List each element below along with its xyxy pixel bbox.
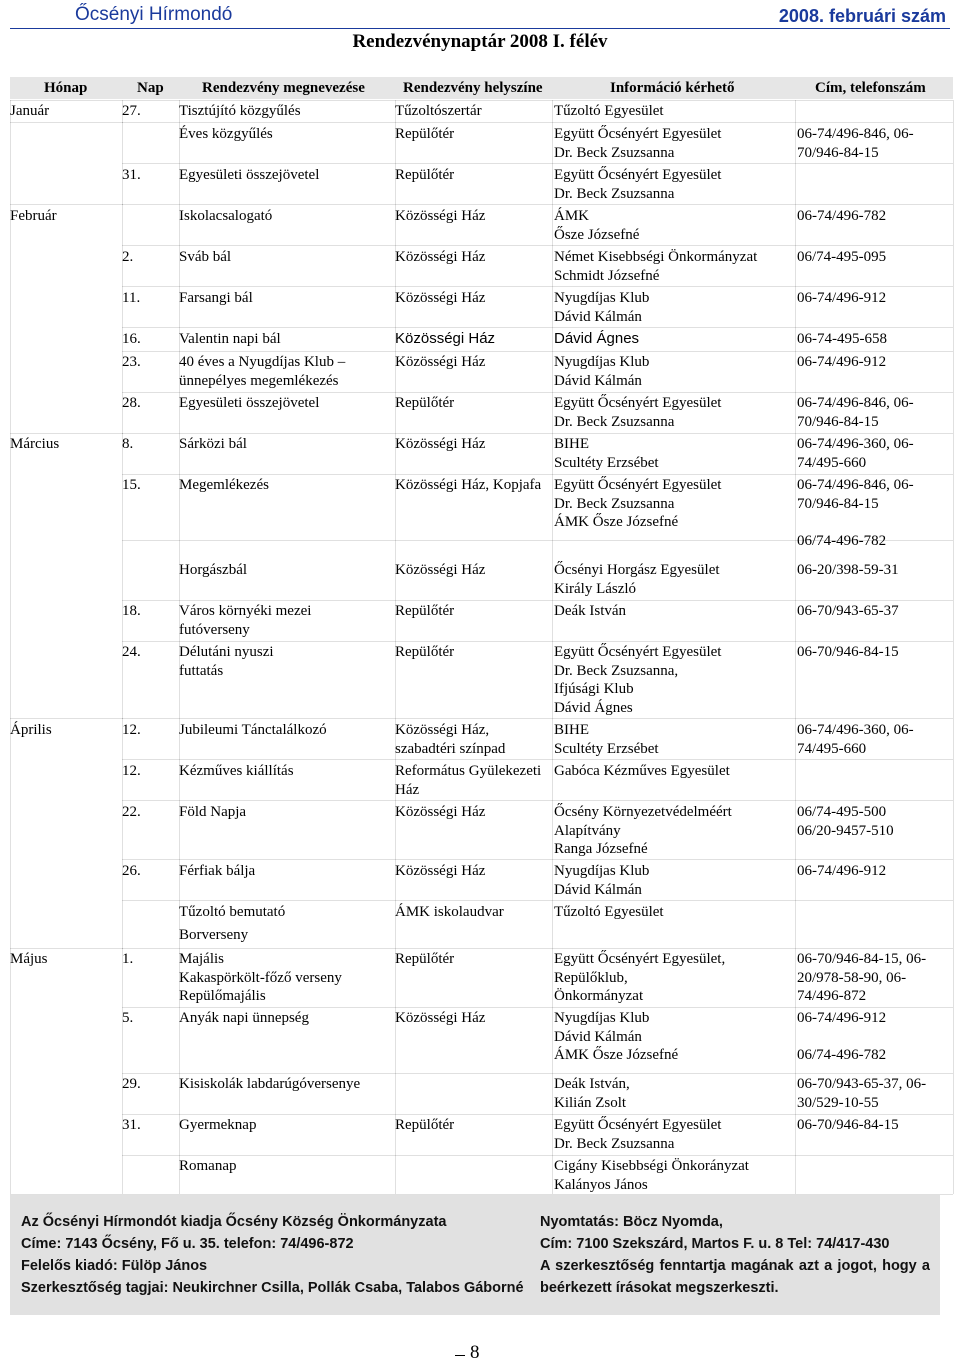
contact-cell-svab-bal: 06/74-495-095 — [797, 249, 887, 265]
info-cell-horgaszbal: Király László — [554, 580, 637, 597]
month-label-május: Május — [10, 951, 48, 967]
contact-cell-megemlekezes: 06/74-496-782 — [797, 532, 887, 549]
table-column-rule — [10, 100, 11, 1194]
month-label-április: Április — [10, 722, 52, 738]
event-cell-nyugdijas-40: ünnepélyes megemlékezés — [179, 372, 339, 389]
info-cell-tanctalalkozo: Scultéty Erzsébet — [554, 740, 659, 757]
info-cell-labdarugo: Deák István, — [554, 1076, 630, 1092]
event-cell-sarkozi-bal: Sárközi bál — [179, 436, 247, 452]
table-row-rule — [122, 204, 953, 205]
day-cell-sarkozi-bal: 8. — [122, 436, 134, 452]
day-cell-megemlekezes: 15. — [122, 477, 141, 493]
info-cell-nyuszi-futtatas: Ifjúsági Klub — [554, 681, 634, 697]
table-row-rule — [122, 163, 953, 164]
info-cell-megemlekezes: Dr. Beck Zsuzsanna — [554, 495, 675, 512]
event-cell-labdarugo: Kisiskolák labdarúgóversenye — [179, 1076, 361, 1092]
info-cell-mezei-futas: Deák István — [554, 603, 627, 619]
info-cell-farsangi-bal: Dávid Kálmán — [554, 308, 642, 325]
info-cell-majalis: Repülőklub, — [554, 969, 628, 986]
venue-cell-mezei-futas: Repülőtér — [395, 603, 455, 619]
table-row-rule — [122, 900, 953, 901]
info-cell-nyugdijas-40: Dávid Kálmán — [554, 372, 642, 389]
info-cell-fold-napja: Ranga Józsefné — [554, 841, 648, 857]
venue-cell-farsangi-bal: Közösségi Ház — [395, 290, 486, 306]
venue-cell-majalis: Repülőtér — [395, 951, 455, 967]
table-row-rule — [122, 286, 953, 287]
info-cell-nyugdijas-40: Nyugdíjas Klub — [554, 354, 650, 370]
venue-cell-anyak-napja: Közösségi Ház — [395, 1010, 486, 1026]
info-cell-fold-napja: Alapítvány — [554, 822, 621, 839]
event-cell-majalis: Repülőmajális — [179, 988, 266, 1004]
contact-cell-anyak-napja: 06-74/496-912 — [797, 1010, 887, 1026]
contact-cell-megemlekezes: 06-74/496-846, 06- — [797, 477, 914, 493]
table-row-rule — [122, 1114, 953, 1115]
info-cell-tuzolto-bemutato: Tűzoltó Egyesület — [554, 904, 664, 920]
venue-cell-kezmuves: Ház — [395, 781, 420, 798]
event-cell-mezei-futas: futóverseny — [179, 621, 250, 638]
contact-cell-majalis: 20/978-58-90, 06- — [797, 969, 907, 986]
publisher-line: Az Őcsényi Hírmondót kiadja Őcsény Község Önkormányzata — [21, 1214, 447, 1230]
info-cell-eves-kozgyules: Együtt Őcsényért Egyesület — [554, 126, 722, 142]
info-cell-anyak-napja: Nyugdíjas Klub — [554, 1010, 650, 1026]
table-row-rule — [10, 948, 123, 949]
contact-cell-labdarugo: 30/529-10-55 — [797, 1094, 879, 1111]
info-cell-svab-bal: Schmidt Józsefné — [554, 267, 660, 284]
event-cell-svab-bal: Sváb bál — [179, 249, 232, 265]
contact-cell-fold-napja: 06/20-9457-510 — [797, 822, 894, 839]
day-cell-majalis: 1. — [122, 951, 134, 967]
info-cell-megemlekezes: ÁMK Ősze Józsefné — [554, 514, 679, 530]
contact-cell-fold-napja: 06/74-495-500 — [797, 804, 887, 820]
info-cell-farsangi-bal: Nyugdíjas Klub — [554, 290, 650, 306]
month-label-január: Január — [10, 103, 50, 119]
issue-label: 2008. februári szám — [778, 6, 946, 26]
imprint-right — [540, 1211, 930, 1299]
col-header-contact: Cím, telefonszám — [815, 80, 926, 96]
info-cell-majalis: Önkormányzat — [554, 988, 644, 1004]
venue-cell-tuzolto-bemutato: ÁMK iskolaudvar — [395, 904, 504, 920]
table-column-rule — [795, 100, 796, 1194]
contact-cell-gyermeknap: 06-70/946-84-15 — [797, 1117, 899, 1133]
day-cell-fold-napja: 22. — [122, 804, 141, 820]
page-title: Rendezvénynaptár 2008 I. félév — [352, 31, 608, 52]
contact-cell-sarkozi-bal: 06-74/496-360, 06- — [797, 436, 914, 452]
editorial-rights-line: A szerkesztőség fenntartja magának azt a jogot, hogy a beérkezett írásokat megszerkeszti. — [540, 1258, 930, 1296]
event-cell-tisztujito: Tisztújító közgyűlés — [179, 103, 301, 119]
month-label-február: Február — [10, 208, 57, 224]
table-column-rule — [552, 100, 553, 1194]
info-cell-egyesuleti-feb: Együtt Őcsényért Egyesület — [554, 395, 722, 411]
venue-cell-gyermeknap: Repülőtér — [395, 1117, 455, 1133]
info-cell-egyesuleti-jan: Dr. Beck Zsuzsanna — [554, 185, 675, 202]
venue-cell-nyuszi-futtatas: Repülőtér — [395, 644, 455, 660]
editorial-staff-line: Szerkesztőség tagjai: Neukirchner Csilla, Pollák Csaba, Talabos Gáborné — [21, 1280, 524, 1296]
info-cell-sarkozi-bal: Scultéty Erzsébet — [554, 454, 659, 471]
day-cell-egyesuleti-feb: 28. — [122, 395, 141, 411]
venue-cell-tisztujito: Tűzoltószertár — [395, 103, 482, 119]
venue-cell-horgaszbal: Közösségi Ház — [395, 562, 486, 578]
contact-cell-mezei-futas: 06-70/943-65-37 — [797, 603, 899, 619]
info-cell-gyermeknap: Együtt Őcsényért Egyesület — [554, 1117, 722, 1133]
day-cell-labdarugo: 29. — [122, 1076, 141, 1092]
event-cell-kezmuves: Kézműves kiállítás — [179, 763, 294, 779]
table-row-rule — [10, 204, 123, 205]
event-cell-borverseny: Borverseny — [179, 927, 249, 943]
col-header-day: Nap — [137, 80, 164, 96]
venue-cell-eves-kozgyules: Repülőtér — [395, 126, 455, 142]
info-cell-romanap: Kalányos János — [554, 1176, 648, 1193]
event-cell-horgaszbal: Horgászbál — [179, 562, 248, 578]
table-row-rule — [122, 540, 953, 541]
event-cell-majalis: Majális — [179, 951, 224, 967]
day-cell-tisztujito: 27. — [122, 103, 141, 119]
info-cell-romanap: Cigány Kisebbségi Önkorányzat — [554, 1158, 749, 1174]
newsletter-title: Őcsényi Hírmondó — [75, 4, 233, 25]
table-row-rule — [122, 859, 953, 860]
address-line: Címe: 7143 Őcsény, Fő u. 35. telefon: 74/496-872 — [21, 1236, 354, 1252]
printer-address-line: Cím: 7100 Szekszárd, Martos F. u. 8 Tel: 74/417-430 — [540, 1236, 890, 1252]
contact-cell-labdarugo: 06-70/943-65-37, 06- — [797, 1076, 927, 1092]
venue-cell-iskolacsalogato: Közösségi Ház — [395, 208, 486, 224]
table-row-rule — [122, 351, 953, 352]
venue-cell-svab-bal: Közösségi Ház — [395, 249, 486, 265]
info-cell-iskolacsalogato: Ősze Józsefné — [554, 226, 640, 243]
event-cell-nyuszi-futtatas: futtatás — [179, 662, 224, 679]
contact-cell-nyuszi-futtatas: 06-70/946-84-15 — [797, 644, 899, 660]
table-column-rule — [953, 100, 954, 1194]
day-cell-nyuszi-futtatas: 24. — [122, 644, 141, 660]
info-cell-fold-napja: Őcsény Környezetvédelméért — [554, 804, 732, 820]
day-cell-anyak-napja: 5. — [122, 1010, 134, 1026]
printer-line: Nyomtatás: Böcz Nyomda, — [540, 1214, 723, 1230]
contact-cell-egyesuleti-feb: 70/946-84-15 — [797, 413, 879, 430]
info-cell-kezmuves: Gabóca Kézműves Egyesület — [554, 763, 730, 779]
table-column-rule — [395, 100, 396, 1194]
info-cell-horgaszbal: Őcsényi Horgász Egyesület — [554, 562, 720, 578]
table-row-rule — [122, 122, 953, 123]
event-cell-fold-napja: Föld Napja — [179, 804, 247, 820]
page-number: 8 — [470, 1342, 480, 1360]
day-cell-farsangi-bal: 11. — [122, 290, 141, 306]
contact-cell-eves-kozgyules: 70/946-84-15 — [797, 144, 879, 161]
table-row-rule — [122, 759, 953, 760]
contact-cell-egyesuleti-feb: 06-74/496-846, 06- — [797, 395, 914, 411]
table-row-rule — [10, 122, 123, 123]
day-cell-tanctalalkozo: 12. — [122, 722, 141, 738]
table-row-rule — [122, 1073, 953, 1074]
info-cell-labdarugo: Kilián Zsolt — [554, 1094, 627, 1111]
venue-cell-megemlekezes: Közösségi Ház, Kopjafa — [395, 477, 542, 493]
venue-cell-egyesuleti-feb: Repülőtér — [395, 395, 455, 411]
day-cell-nyugdijas-40: 23. — [122, 354, 141, 370]
day-cell-svab-bal: 2. — [122, 249, 134, 265]
table-column-rule — [179, 100, 180, 1194]
table-row-rule — [122, 1007, 953, 1008]
imprint-left — [21, 1211, 526, 1299]
table-row-rule — [122, 433, 953, 434]
header-rule — [10, 28, 950, 29]
info-cell-egyesuleti-jan: Együtt Őcsényért Egyesület — [554, 167, 722, 183]
table-row-rule — [10, 100, 953, 101]
info-cell-anyak-napja: ÁMK Ősze Józsefné — [554, 1047, 679, 1063]
event-cell-tanctalalkozo: Jubileumi Tánctalálkozó — [179, 722, 327, 738]
info-cell-sarkozi-bal: BIHE — [554, 436, 589, 452]
venue-cell-kezmuves: Református Gyülekezeti — [395, 763, 542, 779]
col-header-venue: Rendezvény helyszíne — [403, 80, 543, 96]
info-cell-nyuszi-futtatas: Együtt Őcsényért Egyesület — [554, 644, 722, 660]
contact-cell-nyugdijas-40: 06-74/496-912 — [797, 354, 887, 370]
col-header-month: Hónap — [44, 80, 88, 96]
event-cell-nyugdijas-40: 40 éves a Nyugdíjas Klub – — [179, 354, 346, 370]
info-cell-egyesuleti-feb: Dr. Beck Zsuzsanna — [554, 413, 675, 430]
day-cell-mezei-futas: 18. — [122, 603, 141, 619]
table-row-rule — [122, 641, 953, 642]
month-label-március: Március — [10, 436, 60, 452]
table-row-rule — [122, 392, 953, 393]
day-cell-egyesuleti-jan: 31. — [122, 167, 141, 183]
contact-cell-tanctalalkozo: 06-74/496-360, 06- — [797, 722, 914, 738]
event-cell-egyesuleti-feb: Egyesületi összejövetel — [179, 395, 320, 411]
day-cell-kezmuves: 12. — [122, 763, 141, 779]
info-cell-megemlekezes: Együtt Őcsényért Egyesület — [554, 477, 722, 493]
info-cell-gyermeknap: Dr. Beck Zsuzsanna — [554, 1135, 675, 1152]
info-cell-majalis: Együtt Őcsényért Egyesület, — [554, 951, 726, 967]
info-cell-svab-bal: Német Kisebbségi Önkormányzat — [554, 249, 758, 265]
info-cell-iskolacsalogato: ÁMK — [554, 208, 590, 224]
event-cell-eves-kozgyules: Éves közgyűlés — [179, 126, 273, 142]
table-row-rule — [122, 327, 953, 328]
day-cell-valentin: 16. — [122, 331, 141, 347]
table-row-rule — [122, 600, 953, 601]
table-column-rule — [122, 100, 123, 1194]
info-cell-ferfiak-balja: Dávid Kálmán — [554, 881, 642, 898]
day-cell-gyermeknap: 31. — [122, 1117, 141, 1133]
event-cell-egyesuleti-jan: Egyesületi összejövetel — [179, 167, 320, 183]
event-cell-ferfiak-balja: Férfiak bálja — [179, 863, 256, 879]
day-cell-ferfiak-balja: 26. — [122, 863, 141, 879]
contact-cell-majalis: 74/496-872 — [797, 988, 867, 1004]
table-row-rule — [10, 433, 123, 434]
info-cell-valentin: Dávid Ágnes — [554, 330, 640, 347]
event-cell-romanap: Romanap — [179, 1158, 237, 1174]
contact-cell-farsangi-bal: 06-74/496-912 — [797, 290, 887, 306]
contact-cell-ferfiak-balja: 06-74/496-912 — [797, 863, 887, 879]
event-cell-nyuszi-futtatas: Délutáni nyuszi — [179, 644, 274, 660]
col-header-info: Információ kérhető — [610, 80, 735, 96]
contact-cell-eves-kozgyules: 06-74/496-846, 06- — [797, 126, 914, 142]
event-cell-iskolacsalogato: Iskolacsalogató — [179, 208, 273, 224]
contact-cell-tanctalalkozo: 74/495-660 — [797, 740, 867, 757]
table-row-rule — [122, 800, 953, 801]
contact-cell-megemlekezes: 70/946-84-15 — [797, 495, 879, 512]
venue-cell-tanctalalkozo: Közösségi Ház, — [395, 722, 490, 738]
info-cell-nyuszi-futtatas: Dr. Beck Zsuzsanna, — [554, 662, 679, 679]
contact-cell-iskolacsalogato: 06-74/496-782 — [797, 208, 887, 224]
venue-cell-valentin: Közösségi Ház — [395, 330, 496, 347]
info-cell-nyuszi-futtatas: Dávid Ágnes — [554, 699, 633, 716]
info-cell-anyak-napja: Dávid Kálmán — [554, 1028, 642, 1045]
event-cell-majalis: Kakaspörkölt-főző verseny — [179, 969, 342, 986]
event-cell-megemlekezes: Megemlékezés — [179, 477, 269, 493]
table-row-rule — [122, 245, 953, 246]
contact-cell-horgaszbal: 06-20/398-59-31 — [797, 562, 899, 578]
venue-cell-fold-napja: Közösségi Ház — [395, 804, 486, 820]
event-cell-anyak-napja: Anyák napi ünnepség — [179, 1010, 309, 1026]
event-cell-valentin: Valentin napi bál — [179, 331, 281, 347]
venue-cell-tanctalalkozo: szabadtéri színpad — [395, 740, 506, 757]
event-cell-mezei-futas: Város környéki mezei — [179, 603, 312, 619]
info-cell-tanctalalkozo: BIHE — [554, 722, 589, 738]
responsible-publisher-line: Felelős kiadó: Fülöp János — [21, 1258, 208, 1274]
event-cell-gyermeknap: Gyermeknap — [179, 1117, 257, 1133]
table-row-rule — [122, 1155, 953, 1156]
venue-cell-sarkozi-bal: Közösségi Ház — [395, 436, 486, 452]
col-header-event: Rendezvény megnevezése — [202, 80, 365, 96]
contact-cell-valentin: 06-74-495-658 — [797, 331, 887, 347]
contact-cell-anyak-napja: 06/74-496-782 — [797, 1047, 887, 1063]
contact-cell-sarkozi-bal: 74/495-660 — [797, 454, 867, 471]
contact-cell-majalis: 06-70/946-84-15, 06- — [797, 951, 927, 967]
info-cell-tisztujito: Tűzoltó Egyesület — [554, 103, 664, 119]
venue-cell-ferfiak-balja: Közösségi Ház — [395, 863, 486, 879]
venue-cell-nyugdijas-40: Közösségi Ház — [395, 354, 486, 370]
table-row-rule — [122, 474, 953, 475]
info-cell-eves-kozgyules: Dr. Beck Zsuzsanna — [554, 144, 675, 161]
venue-cell-egyesuleti-jan: Repülőtér — [395, 167, 455, 183]
event-cell-farsangi-bal: Farsangi bál — [179, 290, 253, 306]
table-row-rule — [122, 948, 953, 949]
event-cell-tuzolto-bemutato: Tűzoltó bemutató — [179, 904, 286, 920]
table-row-rule — [10, 718, 123, 719]
table-row-rule — [122, 718, 953, 719]
info-cell-ferfiak-balja: Nyugdíjas Klub — [554, 863, 650, 879]
page-number-dash — [455, 1355, 465, 1356]
